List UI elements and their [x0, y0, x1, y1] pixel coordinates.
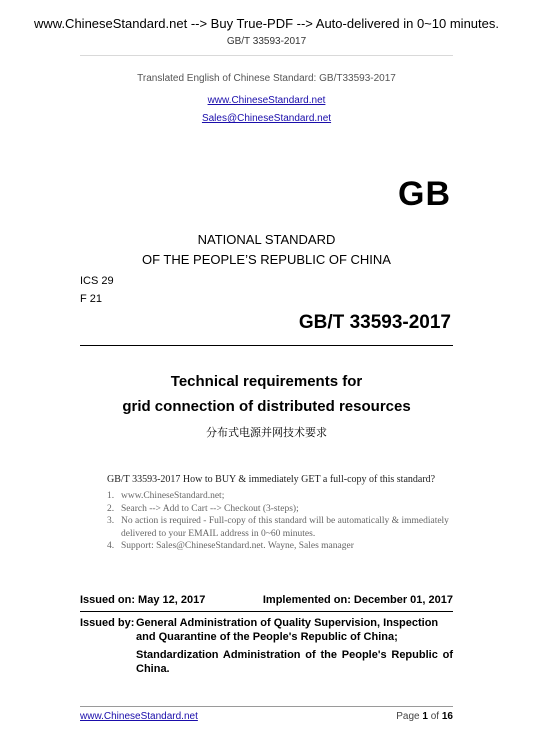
top-banner: www.ChineseStandard.net --> Buy True-PDF --> Auto-delivered in 0~10 minutes. [34, 16, 499, 31]
dates-row [80, 594, 453, 606]
document-title-chinese: 分布式电源并网技术要求 [206, 426, 327, 439]
promo-heading: GB/T 33593-2017 How to BUY & immediately GET a full-copy of this standard? [107, 474, 436, 485]
issuer-sac: Standardization Administration of the People's Republic of China. [136, 649, 453, 675]
national-standard-heading: NATIONAL STANDARD [197, 232, 336, 247]
gb-logo: GB [398, 175, 451, 213]
issued-by-label: Issued by: [80, 617, 135, 629]
list-item: 3. No action is required - Full-copy of this standard will be automatically & immediately delivered to your EMAIL address in 0~60 minutes. [107, 516, 449, 539]
document-title-line1: Technical requirements for [170, 373, 363, 390]
title-divider [80, 345, 453, 346]
issued-by-block [80, 616, 453, 643]
implemented-date: Implemented on: December 01, 2017 [262, 594, 453, 606]
footer-divider [80, 706, 453, 707]
page-number: Page 1 of 16 [396, 711, 453, 722]
footer-website-link[interactable]: www.ChineseStandard.net [80, 711, 198, 722]
website-link[interactable]: www.ChineseStandard.net [207, 95, 326, 106]
list-item: 2. Search --> Add to Cart --> Checkout (3-steps); [107, 503, 299, 514]
email-link[interactable]: Sales@ChineseStandard.net [201, 113, 332, 124]
republic-heading: OF THE PEOPLE’S REPUBLIC OF CHINA [142, 252, 391, 267]
promo-list [107, 490, 467, 553]
header-standard-code: GB/T 33593-2017 [226, 36, 307, 47]
translated-note: Translated English of Chinese Standard: GB/T33593-2017 [137, 73, 396, 84]
document-title-line2: grid connection of distributed resources [122, 398, 411, 415]
f-code: F 21 [80, 293, 103, 305]
dates-divider [80, 611, 453, 612]
ics-code: ICS 29 [80, 275, 114, 287]
issuer-aqsiq: General Administration of Quality Supervision, Inspection and Quarantine of the People's Republic of China; [136, 617, 439, 643]
issued-date: Issued on: May 12, 2017 [80, 594, 206, 606]
list-item: 1. www.ChineseStandard.net; [107, 491, 225, 501]
list-item: 4. Support: Sales@ChineseStandard.net. Wayne, Sales manager [107, 541, 354, 551]
standard-number: GB/T 33593-2017 [298, 312, 451, 333]
header-divider [80, 55, 453, 56]
